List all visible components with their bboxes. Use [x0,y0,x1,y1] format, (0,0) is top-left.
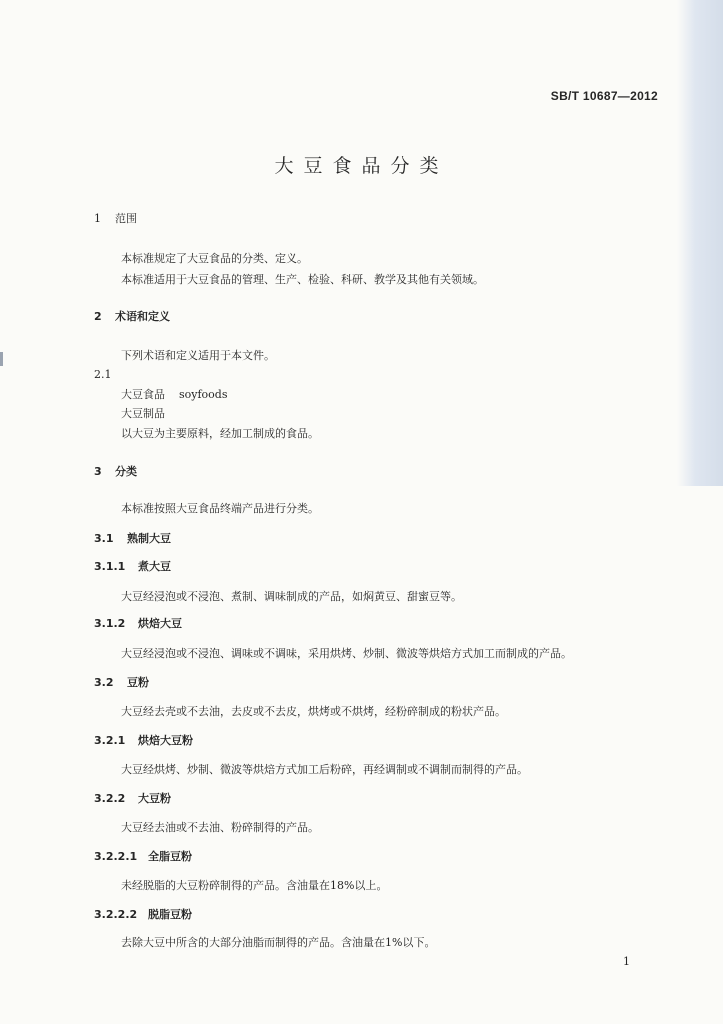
section-number: 1 [94,212,101,225]
clause-number: 3.2 [94,676,114,689]
clause-number: 3.2.2.2 [94,908,138,921]
clause-3-1-heading [94,533,171,544]
clause-number: 3.1.1 [94,560,126,573]
scan-mark [0,352,3,366]
paragraph: 大豆经浸泡或不浸泡、煮制、调味制成的产品，如焖黄豆、甜蜜豆等。 [121,590,462,603]
paragraph: 去除大豆中所含的大部分油脂而制得的产品。含油量在1%以下。 [121,936,436,949]
term: 大豆食品 [121,388,165,401]
clause-title: 熟制大豆 [127,532,171,545]
term-english: soyfoods [179,388,228,401]
clause-number: 3.2.2.1 [94,850,138,863]
paragraph: 大豆经浸泡或不浸泡、调味或不调味，采用烘烤、炒制、微波等烘焙方式加工而制成的产品。 [121,647,572,660]
clause-title: 煮大豆 [138,560,171,573]
clause-title: 烘焙大豆 [138,617,182,630]
clause-3-2-1-heading [94,735,193,746]
paragraph: 大豆经去油或不去油、粉碎制得的产品。 [121,821,319,834]
section-3-heading [94,466,137,477]
clause-number: 3.1 [94,532,114,545]
paragraph: 大豆经去壳或不去油，去皮或不去皮，烘烤或不烘烤，经粉碎制成的粉状产品。 [121,705,506,718]
clause-3-2-2-heading [94,793,171,804]
standard-code: SB/T 10687—2012 [550,89,658,103]
paragraph: 大豆经烘烤、炒制、微波等烘焙方式加工后粉碎，再经调制或不调制而制得的产品。 [121,763,528,776]
clause-number: 3.1.2 [94,617,126,630]
clause-2-1-number: 2.1 [94,368,112,381]
section-title: 分类 [115,465,137,478]
paragraph: 本标准适用于大豆食品的管理、生产、检验、科研、教学及其他有关领域。 [121,273,484,286]
clause-3-1-1-heading [94,561,171,572]
section-title: 范围 [115,212,137,225]
clause-title: 大豆粉 [138,792,171,805]
paragraph: 本标准按照大豆食品终端产品进行分类。 [121,502,319,515]
page-number: 1 [623,955,630,968]
clause-number: 3.2.2 [94,792,126,805]
section-1-heading [94,213,137,224]
alternative-term: 大豆制品 [121,407,165,420]
paragraph: 未经脱脂的大豆粉碎制得的产品。含油量在18%以上。 [121,879,388,892]
clause-title: 烘焙大豆粉 [138,734,193,747]
clause-3-2-2-2-heading [94,909,192,920]
page-title: 大豆食品分类 [274,155,449,177]
paragraph: 本标准规定了大豆食品的分类、定义。 [121,252,308,265]
section-number: 3 [94,465,102,478]
paragraph: 下列术语和定义适用于本文件。 [121,349,275,362]
clause-3-2-heading [94,677,149,688]
section-number: 2 [94,310,102,323]
section-title: 术语和定义 [115,310,170,323]
clause-title: 豆粉 [127,676,149,689]
scan-edge-shading [677,0,723,486]
clause-title: 脱脂豆粉 [148,908,192,921]
clause-3-1-2-heading [94,618,182,629]
clause-3-2-2-1-heading [94,851,192,862]
clause-number: 3.2.1 [94,734,126,747]
term-line [121,389,228,400]
clause-title: 全脂豆粉 [148,850,192,863]
section-2-heading [94,311,170,322]
definition: 以大豆为主要原料，经加工制成的食品。 [121,427,319,440]
